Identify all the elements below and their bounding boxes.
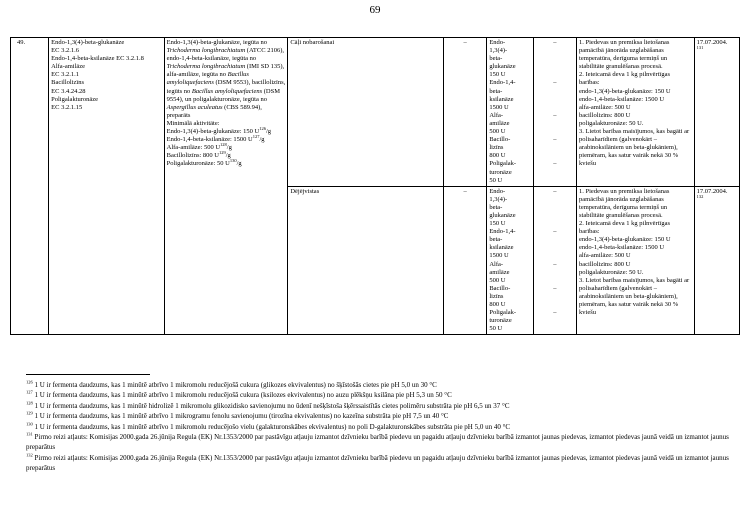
row-number: 49. — [11, 38, 49, 335]
page-number: 69 — [369, 4, 381, 16]
footnote: $^{128}$ 1 U ir fermenta daudzums, kas 1 minūtē hidrolizē 1 mikromolu glikozidisko savienojumu no ūdenī nešķīstoša šķērssaistītās cietes polimēru substrāta pie pH 6,5 un 37 °C — [26, 400, 510, 410]
table-row — [11, 38, 740, 187]
min-activity-label: Minimālā aktivitāte: — [166, 119, 220, 127]
min-content: Endo- 1,3(4)- beta- glukanāze 150 U Endo-1,4- beta- ksilanāze 1500 U Alfa- amilāze 500 U Bacillo- lizīns 800 U Poligalak- turonāze 50 U — [487, 38, 533, 187]
footnote: $^{131}$ Pirmo reizi atļauts: Komisijas 2000.gada 26.jūnija Regula (EK) Nr.1353/2000 par pastāvīgu atļauju izmantot dzīvnieku barībā piedevu un pagaidu atļauju dzīvnieku barībā izmantot jaunas piedevas, izmantot piedevas jaunā veidā un izmantot jaunus preparātus — [26, 431, 729, 452]
max-content: – – – – – — [533, 186, 576, 335]
footnote: $^{130}$ 1 U ir fermenta daudzums, kas 1 minūtē atbrīvo 1 mikromolu reducējošo vielu (galakturonskābes ekvivalentus) no poli D-galakturonskābes substrāta pie pH 5,0 un 40 °C — [26, 421, 511, 431]
footnote: $^{126}$ 1 U ir fermenta daudzums, kas 1 minūtē atbrīvo 1 mikromolu reducējošā cukura (glikozes ekvivalentus) no šķīstošās cietes pie pH 5,0 un 30 °C — [26, 379, 437, 389]
authorisation-date: 17.07.2004. $^{132}$ — [694, 186, 739, 335]
footnote: $^{132}$ Pirmo reizi atļauts: Komisijas 2000.gada 26.jūnija Regula (EK) Nr.1353/2000 par pastāvīgu atļauju izmantot dzīvnieku barībā piedevu un pagaidu atļauju dzīvnieku barībā izmantot jaunas piedevas, izmantot piedevas jaunā veidā un izmantot jaunus preparātus — [26, 452, 729, 473]
max-age: – — [444, 186, 487, 335]
footnote-divider — [26, 374, 150, 375]
species-name: Dējējvistas — [288, 186, 444, 335]
footnote: $^{127}$ 1 U ir fermenta daudzums, kas 1 minūtē atbrīvo 1 mikromolu reducējošā cukura (ksilozes ekvivalentus) no auzu plēkšņu ksilāna pie pH 5,3 un 50 °C — [26, 390, 452, 400]
other-provisions: 1. Piedevas un premiksa lietošanas pamācībā jānorāda uzglabāšanas temperatūra, derīguma termiņš un stabilitāte granulēšanas procesā. 2. Ieteicamā deva 1 kg pilnvērtīgas barības: endo-1,3(4)-beta-glukanāze: 150 U endo-1,4-beta-ksilanāze: 1500 U alfa-amilāze: 500 U bacillolizīns: 800 U poligalakturonāze: 50 U. 3. Lietot barības maisījumos, kas bagāti ar polisaharīdiem (galvenokārt – arabinoksilāniem un beta-glukāniem), piemēram, kas satur vairāk nekā 30 % kviešu — [577, 186, 695, 335]
max-age: – — [444, 38, 487, 187]
other-provisions: 1. Piedevas un premiksa lietošanas pamācībā jānorāda uzglabāšanas temperatūra, derīguma termiņš un stabilitāte granulēšanas procesā. 2. Ieteicamā deva 1 kg pilnvērtīgas barības: endo-1,3(4)-beta-glukanāze: 150 U endo-1,4-beta-ksilanāze: 1500 U alfa-amilāze: 500 U bacillolizīns: 800 U poligalakturonāze: 50 U. 3. Lietot barības maisījumos, kas bagāti ar polisaharīdiem (galvenokārt – arabinoksilāniem un beta-glukāniem), piemēram, kas satur vairāk nekā 30 % kviešu — [577, 38, 695, 187]
footnotes — [26, 380, 740, 474]
max-content: – – – – – — [533, 38, 576, 187]
species-name: Cāļi nobarošanai — [288, 38, 444, 187]
preparation-description: Endo-1,3(4)-beta-glukanāze, iegūta no Trichoderma longibrachiatum (ATCC 2106), endo-1,4-beta-ksilanāze, iegūta no Trichoderma longibrachiatum (IMI SD 135), alfa-amilāze, iegūta no Bacillus amyloliquefaciens (DSM 9553), bacillolizīns, iegūts no Bacillus amyloliquefaciens (DSM 9554), un poligalakturonāze, iegūta no Aspergillus aculeatus (CBS 589.94), preparāts Minimālā aktivitāte: Endo-1,3(4)-beta-glukanāze: 150 $U^{126}/g$ Endo-1,4-beta-ksilanāze: 1500 $U^{127}/g$ Alfa-amilāze: 500 $U^{128}/g$ Bacillolizīns: 800 $U^{129}/g$ Poligalakturonāze: 50 $U^{130}/g$ — [164, 38, 288, 335]
enzyme-names: Endo-1,3(4)-beta-glukanāze EC 3.2.1.6 Endo-1,4-beta-ksilanāze EC 3.2.1.8 Alfa-amilāze EC 3.2.1.1 Bacillolizīns EC 3.4.24.28 Poligalakturonāze EC 3.2.1.15 — [49, 38, 164, 335]
min-content: Endo- 1,3(4)- beta- glukanāze 150 U Endo-1,4- beta- ksilanāze 1500 U Alfa- amilāze 500 U Bacillo- lizīns 800 U Poligalak- turonāze 50 U — [487, 186, 533, 335]
authorisation-date: 17.07.2004. $^{131}$ — [694, 38, 739, 187]
additives-table — [10, 37, 740, 335]
footnote: $^{129}$ 1 U ir fermenta daudzums, kas 1 minūtē atbrīvo 1 mikrogramu fenolu savienojumu (tirozīna ekvivalentus) no kazeīna substrāta pie pH 7,5 un 40 °C — [26, 410, 449, 421]
